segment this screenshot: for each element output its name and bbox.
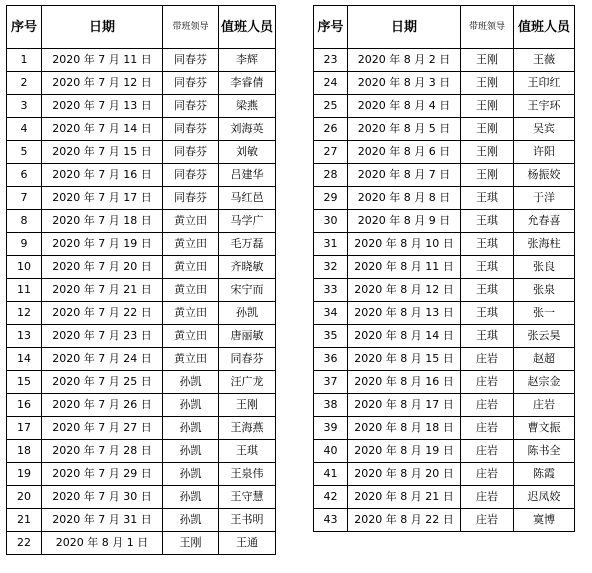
seq-cell: 35 [314,325,348,348]
seq-cell: 42 [314,486,348,509]
staff-cell: 刘海英 [219,118,276,141]
seq-cell: 16 [7,394,42,417]
date-cell: 2020 年 7 月 13 日 [42,95,163,118]
leader-cell: 同春芬 [163,49,219,72]
seq-cell: 14 [7,348,42,371]
date-cell: 2020 年 7 月 12 日 [42,72,163,95]
staff-cell: 王刚 [219,394,276,417]
staff-cell: 刘敏 [219,141,276,164]
leader-cell: 孙凯 [163,440,219,463]
leader-cell: 黄立田 [163,256,219,279]
staff-cell: 庄岩 [514,394,575,417]
table-row [7,118,276,141]
leader-cell: 同春芬 [163,187,219,210]
staff-cell: 王守慧 [219,486,276,509]
staff-cell: 同春芬 [219,348,276,371]
date-cell: 2020 年 7 月 11 日 [42,49,163,72]
table-row [7,371,276,394]
table-row [314,394,575,417]
staff-cell: 吴宾 [514,118,575,141]
seq-cell: 37 [314,371,348,394]
leader-cell: 黄立田 [163,233,219,256]
staff-cell: 寞博 [514,509,575,532]
table-row [7,463,276,486]
leader-cell: 王琪 [461,279,514,302]
table-row [314,118,575,141]
leader-cell: 王琪 [461,233,514,256]
table-row [7,302,276,325]
date-cell: 2020 年 7 月 17 日 [42,187,163,210]
date-cell: 2020 年 8 月 7 日 [348,164,461,187]
leader-cell: 黄立田 [163,325,219,348]
header-date: 日期 [42,6,163,49]
leader-cell: 同春芬 [163,72,219,95]
date-cell: 2020 年 8 月 5 日 [348,118,461,141]
duty-table-left [6,5,276,555]
table-row [314,210,575,233]
seq-cell: 43 [314,509,348,532]
date-cell: 2020 年 8 月 1 日 [42,532,163,555]
header-staff: 值班人员 [514,6,575,49]
leader-cell: 孙凯 [163,486,219,509]
table-row [7,141,276,164]
staff-cell: 王书明 [219,509,276,532]
seq-cell: 10 [7,256,42,279]
date-cell: 2020 年 8 月 8 日 [348,187,461,210]
seq-cell: 11 [7,279,42,302]
seq-cell: 30 [314,210,348,233]
leader-cell: 王刚 [163,532,219,555]
table-row [314,509,575,532]
seq-cell: 29 [314,187,348,210]
seq-cell: 24 [314,72,348,95]
table-body-left [7,49,276,555]
date-cell: 2020 年 7 月 29 日 [42,463,163,486]
leader-cell: 庄岩 [461,348,514,371]
date-cell: 2020 年 7 月 20 日 [42,256,163,279]
header-staff: 值班人员 [219,6,276,49]
staff-cell: 许阳 [514,141,575,164]
table-row [314,256,575,279]
date-cell: 2020 年 7 月 15 日 [42,141,163,164]
leader-cell: 孙凯 [163,394,219,417]
staff-cell: 马红邑 [219,187,276,210]
date-cell: 2020 年 7 月 25 日 [42,371,163,394]
leader-cell: 王琪 [461,210,514,233]
seq-cell: 5 [7,141,42,164]
seq-cell: 18 [7,440,42,463]
date-cell: 2020 年 7 月 18 日 [42,210,163,233]
date-cell: 2020 年 8 月 15 日 [348,348,461,371]
leader-cell: 王刚 [461,49,514,72]
staff-cell: 孙凯 [219,302,276,325]
leader-cell: 同春芬 [163,118,219,141]
leader-cell: 王刚 [461,95,514,118]
table-row [314,302,575,325]
leader-cell: 王琪 [461,325,514,348]
staff-cell: 王琪 [219,440,276,463]
seq-cell: 38 [314,394,348,417]
table-row [314,164,575,187]
staff-cell: 王印红 [514,72,575,95]
table-row [314,141,575,164]
seq-cell: 26 [314,118,348,141]
seq-cell: 8 [7,210,42,233]
table-row [7,279,276,302]
date-cell: 2020 年 8 月 3 日 [348,72,461,95]
table-row [314,440,575,463]
staff-cell: 毛万磊 [219,233,276,256]
date-cell: 2020 年 7 月 30 日 [42,486,163,509]
seq-cell: 17 [7,417,42,440]
table-row [7,486,276,509]
seq-cell: 31 [314,233,348,256]
staff-cell: 王通 [219,532,276,555]
table-row [314,95,575,118]
leader-cell: 庄岩 [461,417,514,440]
table-row [314,417,575,440]
staff-cell: 齐晓敏 [219,256,276,279]
date-cell: 2020 年 8 月 19 日 [348,440,461,463]
date-cell: 2020 年 7 月 14 日 [42,118,163,141]
leader-cell: 孙凯 [163,463,219,486]
staff-cell: 汪广龙 [219,371,276,394]
staff-cell: 王宇环 [514,95,575,118]
staff-cell: 赵宗金 [514,371,575,394]
seq-cell: 3 [7,95,42,118]
staff-cell: 杨振姣 [514,164,575,187]
staff-cell: 李睿倩 [219,72,276,95]
header-row [314,6,575,49]
seq-cell: 33 [314,279,348,302]
date-cell: 2020 年 8 月 14 日 [348,325,461,348]
leader-cell: 黄立田 [163,279,219,302]
leader-cell: 王刚 [461,118,514,141]
staff-cell: 王泉伟 [219,463,276,486]
staff-cell: 于洋 [514,187,575,210]
header-seq: 序号 [7,6,42,49]
staff-cell: 曹文振 [514,417,575,440]
table-row [314,279,575,302]
leader-cell: 黄立田 [163,302,219,325]
leader-cell: 同春芬 [163,95,219,118]
staff-cell: 陈霞 [514,463,575,486]
seq-cell: 40 [314,440,348,463]
leader-cell: 庄岩 [461,509,514,532]
seq-cell: 1 [7,49,42,72]
table-row [7,532,276,555]
leader-cell: 王琪 [461,302,514,325]
staff-cell: 迟凤姣 [514,486,575,509]
staff-cell: 唐丽敏 [219,325,276,348]
staff-cell: 张泉 [514,279,575,302]
seq-cell: 41 [314,463,348,486]
seq-cell: 19 [7,463,42,486]
leader-cell: 孙凯 [163,417,219,440]
staff-cell: 李辉 [219,49,276,72]
leader-cell: 庄岩 [461,394,514,417]
date-cell: 2020 年 7 月 16 日 [42,164,163,187]
date-cell: 2020 年 7 月 27 日 [42,417,163,440]
seq-cell: 34 [314,302,348,325]
date-cell: 2020 年 8 月 16 日 [348,371,461,394]
seq-cell: 22 [7,532,42,555]
table-row [7,256,276,279]
leader-cell: 同春芬 [163,164,219,187]
leader-cell: 庄岩 [461,486,514,509]
table-row [314,187,575,210]
seq-cell: 13 [7,325,42,348]
table-row [7,164,276,187]
table-row [7,394,276,417]
staff-cell: 张良 [514,256,575,279]
seq-cell: 4 [7,118,42,141]
date-cell: 2020 年 8 月 9 日 [348,210,461,233]
table-row [7,440,276,463]
date-cell: 2020 年 8 月 12 日 [348,279,461,302]
table-row [7,210,276,233]
date-cell: 2020 年 7 月 23 日 [42,325,163,348]
seq-cell: 9 [7,233,42,256]
seq-cell: 27 [314,141,348,164]
leader-cell: 庄岩 [461,440,514,463]
date-cell: 2020 年 7 月 21 日 [42,279,163,302]
leader-cell: 同春芬 [163,141,219,164]
staff-cell: 张海柱 [514,233,575,256]
seq-cell: 15 [7,371,42,394]
staff-cell: 赵超 [514,348,575,371]
staff-cell: 允春喜 [514,210,575,233]
leader-cell: 王刚 [461,141,514,164]
date-cell: 2020 年 8 月 20 日 [348,463,461,486]
staff-cell: 吕建华 [219,164,276,187]
leader-cell: 黄立田 [163,210,219,233]
table-body-right [314,49,575,532]
table-row [314,463,575,486]
table-row [314,49,575,72]
seq-cell: 20 [7,486,42,509]
date-cell: 2020 年 7 月 19 日 [42,233,163,256]
table-row [314,325,575,348]
table-row [7,187,276,210]
header-seq: 序号 [314,6,348,49]
date-cell: 2020 年 8 月 2 日 [348,49,461,72]
leader-cell: 王琪 [461,256,514,279]
seq-cell: 23 [314,49,348,72]
seq-cell: 6 [7,164,42,187]
seq-cell: 39 [314,417,348,440]
date-cell: 2020 年 8 月 4 日 [348,95,461,118]
date-cell: 2020 年 7 月 22 日 [42,302,163,325]
staff-cell: 王薇 [514,49,575,72]
leader-cell: 黄立田 [163,348,219,371]
table-row [7,325,276,348]
table-row [7,509,276,532]
table-row [7,95,276,118]
table-row [7,233,276,256]
date-cell: 2020 年 8 月 6 日 [348,141,461,164]
table-row [314,233,575,256]
date-cell: 2020 年 8 月 22 日 [348,509,461,532]
date-cell: 2020 年 8 月 10 日 [348,233,461,256]
seq-cell: 2 [7,72,42,95]
table-row [7,348,276,371]
table-row [7,417,276,440]
seq-cell: 21 [7,509,42,532]
table-row [314,72,575,95]
seq-cell: 32 [314,256,348,279]
leader-cell: 王琪 [461,187,514,210]
seq-cell: 28 [314,164,348,187]
seq-cell: 7 [7,187,42,210]
staff-cell: 梁燕 [219,95,276,118]
staff-cell: 王海燕 [219,417,276,440]
staff-cell: 陈书全 [514,440,575,463]
duty-table-right [313,5,575,532]
date-cell: 2020 年 7 月 28 日 [42,440,163,463]
leader-cell: 孙凯 [163,509,219,532]
header-leader: 带班领导 [163,6,219,49]
table-row [314,371,575,394]
staff-cell: 张一 [514,302,575,325]
header-leader: 带班领导 [461,6,514,49]
staff-cell: 宋宁而 [219,279,276,302]
leader-cell: 庄岩 [461,371,514,394]
seq-cell: 12 [7,302,42,325]
date-cell: 2020 年 8 月 11 日 [348,256,461,279]
date-cell: 2020 年 7 月 31 日 [42,509,163,532]
staff-cell: 马学广 [219,210,276,233]
header-date: 日期 [348,6,461,49]
table-row [314,348,575,371]
table-row [314,486,575,509]
date-cell: 2020 年 8 月 17 日 [348,394,461,417]
leader-cell: 王刚 [461,72,514,95]
date-cell: 2020 年 7 月 26 日 [42,394,163,417]
leader-cell: 王刚 [461,164,514,187]
leader-cell: 庄岩 [461,463,514,486]
date-cell: 2020 年 8 月 21 日 [348,486,461,509]
date-cell: 2020 年 8 月 18 日 [348,417,461,440]
seq-cell: 25 [314,95,348,118]
staff-cell: 张云昊 [514,325,575,348]
leader-cell: 孙凯 [163,371,219,394]
seq-cell: 36 [314,348,348,371]
date-cell: 2020 年 8 月 13 日 [348,302,461,325]
table-row [7,72,276,95]
date-cell: 2020 年 7 月 24 日 [42,348,163,371]
table-row [7,49,276,72]
header-row [7,6,276,49]
